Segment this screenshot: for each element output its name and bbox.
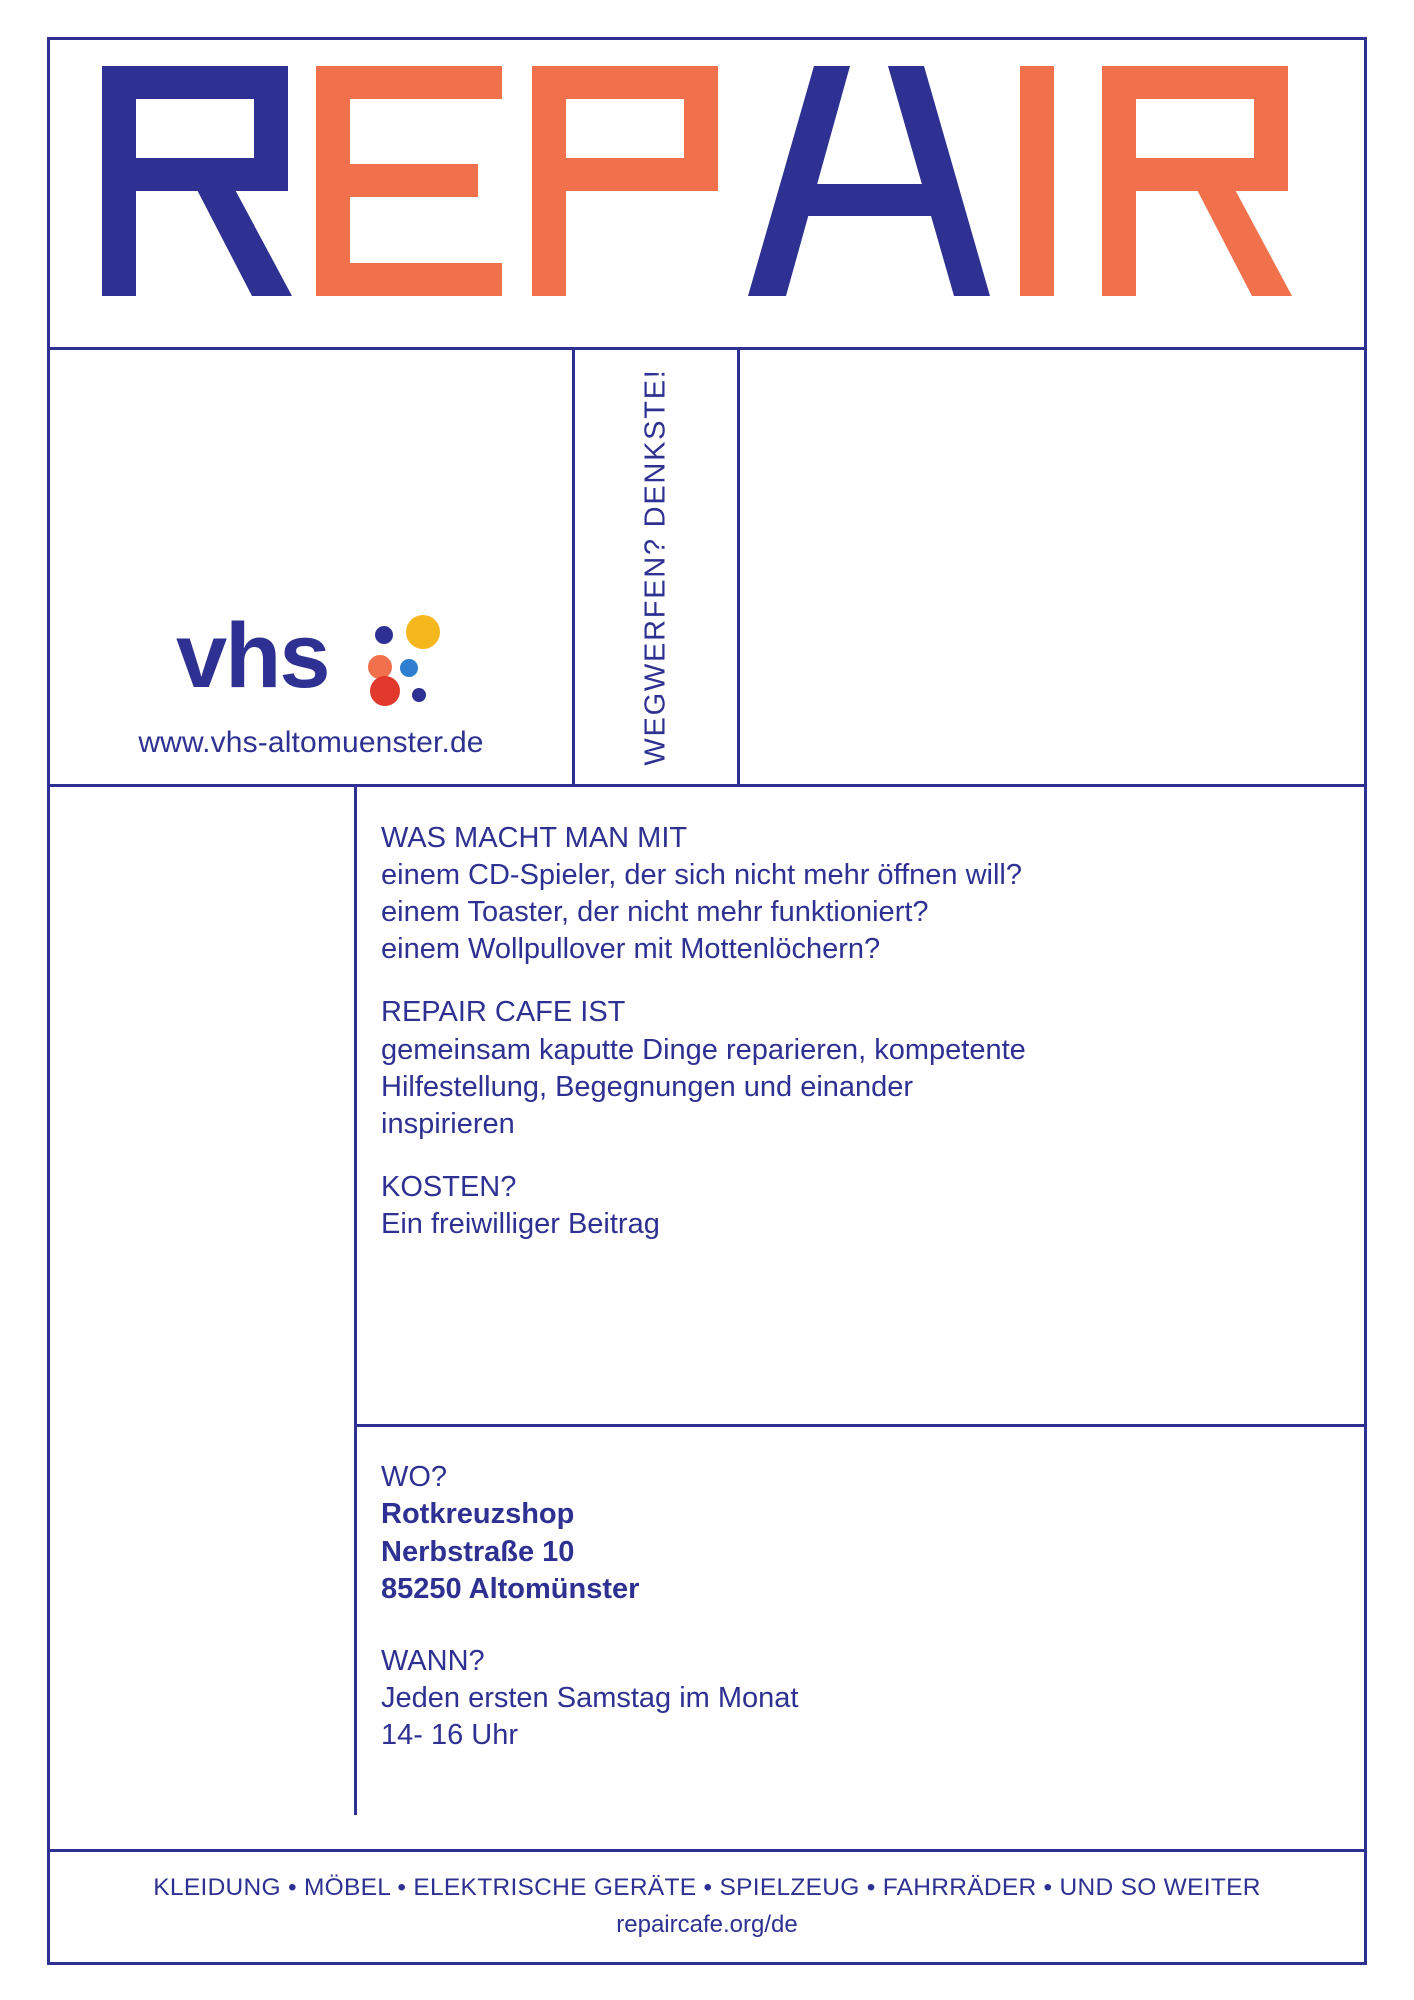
cafe-wordmark-column — [50, 787, 357, 1815]
slogan-panel — [575, 350, 740, 784]
cafe-wordmark — [82, 805, 322, 1800]
repair-cafe-ist-line-3: inspirieren — [381, 1107, 515, 1140]
vertical-slogan: WEGWERFEN? DENKSTE! — [639, 368, 672, 766]
was-macht-man-heading: WAS MACHT MAN MIT — [381, 822, 688, 854]
vhs-logo-icon — [50, 605, 572, 720]
kosten-paragraph — [381, 1169, 1334, 1243]
wann-paragraph — [381, 1643, 1334, 1754]
address-line-1: Rotkreuzshop — [381, 1498, 575, 1531]
letter-i — [1020, 66, 1054, 296]
repair-cafe-ist-paragraph — [381, 994, 1334, 1142]
wo-paragraph — [381, 1459, 1334, 1609]
letter-p — [532, 66, 718, 296]
text-column — [357, 787, 1364, 1815]
lower-band — [50, 787, 1364, 1962]
was-macht-man-line-3: einem Wollpullover mit Mottenlöchern? — [381, 933, 881, 966]
letter-r-2 — [1102, 66, 1292, 296]
wann-heading: WANN? — [381, 1645, 485, 1678]
empty-panel — [740, 350, 1364, 784]
info-block — [357, 787, 1364, 1427]
repair-cafe-ist-line-2: Hilfestellung, Begegnungen und einander — [381, 1070, 914, 1103]
letter-a — [748, 66, 990, 296]
repair-wordmark — [102, 66, 1318, 296]
kosten-line-1: Ein freiwilliger Beitrag — [381, 1207, 660, 1240]
svg-text:vhs: vhs — [176, 605, 329, 707]
vhs-panel — [50, 350, 575, 784]
repair-cafe-ist-heading: REPAIR CAFE IST — [381, 996, 626, 1029]
footer — [50, 1849, 1364, 1962]
was-macht-man-paragraph — [381, 820, 1334, 968]
middle-band — [50, 350, 1364, 787]
wann-line-2: 14- 16 Uhr — [381, 1719, 519, 1752]
wann-line-1: Jeden ersten Samstag im Monat — [381, 1682, 799, 1715]
was-macht-man-line-1: einem CD-Spieler, der sich nicht mehr öffnen will? — [381, 859, 1022, 892]
title-block — [50, 40, 1364, 350]
wo-heading: WO? — [381, 1461, 448, 1493]
repair-cafe-ist-line-1: gemeinsam kaputte Dinge reparieren, kompetente — [381, 1033, 1026, 1066]
location-time-block — [357, 1427, 1364, 1815]
footer-categories: KLEIDUNG • MÖBEL • ELEKTRISCHE GERÄTE • SPIELZEUG • FAHRRÄDER • UND SO WEITER — [153, 1874, 1261, 1901]
address-line-2: Nerbstraße 10 — [381, 1535, 575, 1568]
letter-e — [316, 66, 502, 296]
letter-r-1 — [102, 66, 292, 296]
kosten-heading: KOSTEN? — [381, 1170, 517, 1203]
vhs-logo-block — [50, 605, 572, 760]
spacer — [381, 1609, 1334, 1643]
poster — [47, 37, 1367, 1965]
was-macht-man-line-2: einem Toaster, der nicht mehr funktioniert? — [381, 896, 929, 929]
address-line-3: 85250 Altomünster — [381, 1573, 640, 1606]
footer-url[interactable]: repaircafe.org/de — [616, 1911, 798, 1938]
vhs-url[interactable]: www.vhs-altomuenster.de — [138, 726, 484, 759]
